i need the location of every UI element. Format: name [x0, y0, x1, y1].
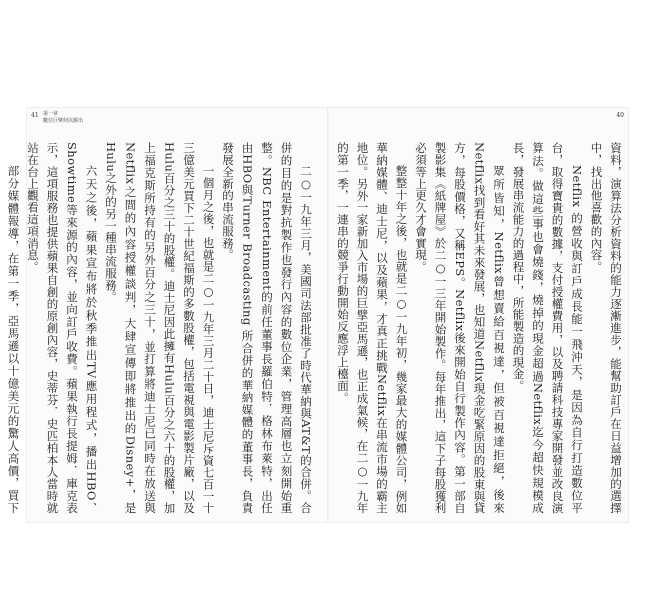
right-page-body	[336, 142, 625, 514]
paragraph: 眾所皆知，Netflix曾想賣給百視達，但被百視達拒絕，後來Netflix找到看好其未來發展，也知道Netflix現金吃緊原因的股東與貸方，每股價格，又稱EPS。Netflix後來開始自行製作內容。第一部自製影集《紙牌屋》於二○一三年開始製作。每年推出，這下子每股獲利必須等上更久才會實現。	[414, 142, 506, 514]
running-header-chapter: 第一章	[43, 111, 59, 117]
paragraph: 六天之後，蘋果宣布將於秋季推出TV應用程式，播出HBO、Showtime等來源的內容，並向訂戶收費。蘋果執行長提姆．庫克表示，這項服務也提供蘋果自創的原創內容，史蒂芬．史匹柏本人當時就站在台上觀看這項消息。	[26, 142, 99, 514]
book-spread	[6, 108, 628, 522]
paragraph: 資料，演算法分析資料的能力逐漸進步，能幫助訂戶在日益增加的選擇中，找出他喜歡的內容。	[589, 142, 623, 514]
paragraph: 二○一九年三月，美國司法部批准了時代華納與AT&T的合併。合併的目的是對抗製作也發行內容的數位企業，管理高層也立刻開始重整。NBC Entertainment的前任董事長羅伯特．格林布萊特，出任由HBO與Turner Broadcasting 所合併的華納媒體的董事長，負責發展全新的串流服務。	[221, 142, 313, 514]
left-page-body	[6, 142, 315, 514]
paragraph: 部分媒體報導，在第一季，亞馬遜以十億美元的驚人高價，買下	[6, 165, 21, 514]
running-header-subtitle: 數位巨擘何以勝出	[43, 118, 84, 124]
right-page-number: 40	[616, 112, 624, 119]
left-page	[6, 108, 327, 522]
paragraph: Netflix 的營收與訂戶成長能一飛沖天，是因為自行打造數位平台，取得寶貴的數據，支付授權費用，以及聘請科技專家開發並改良演算法。做這些事也會燒錢，燒掉的現金超過Netflix迄今超快規模成長，發展串流能力的過程中，所能製造的現金。	[511, 142, 584, 514]
paragraph: 整整十年之後，也就是二○一九年初，幾家最大的媒體公司，例如華納媒體、迪士尼，以及蘋果，才真正挑戰Netflix在串流市場的霸主地位。另外一家新加入市場的巨擘亞馬遜，也正成氣候，在二○一九年的第一季，一連串的競爭行動開始反應浮上檯面。	[336, 142, 409, 514]
right-page	[329, 108, 628, 522]
left-page-number: 41	[31, 112, 39, 119]
paragraph: 一個月之後，也就是二○一九年三月二十日，迪士尼斥資七百一十三億美元買下二十世紀福斯的多數股權，包括電視與電影製片廠，以及Hulu百分之三十的股權。迪士尼因此擁有Hulu百分之六十的股權，加上福克斯所持有的另外百分之三十，並打算將迪士尼已同時在放送與Netflix之間的內容授權談判，大肆宣傳即將推出的Disney+，是Hulu之外的另一種串流服務。	[104, 142, 216, 514]
